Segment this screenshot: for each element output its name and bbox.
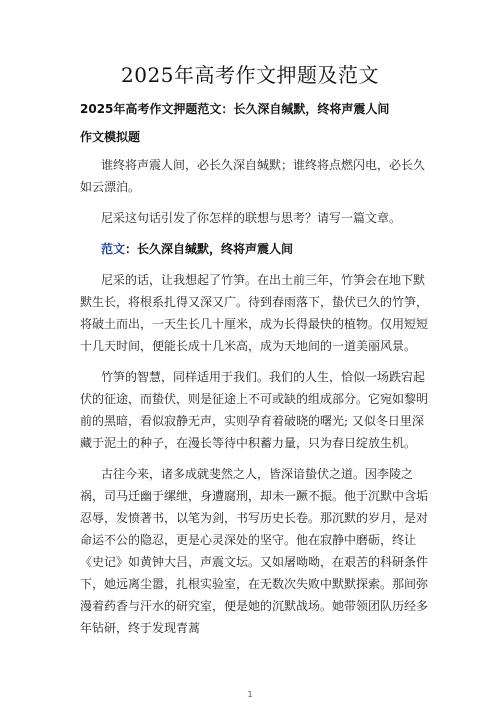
prompt-paragraph-1: 谁终将声震人间，必长久深自缄默；谁终将点燃闪电，必长久如云漂泊。 [80, 158, 426, 194]
section-heading: 作文模拟题 [80, 130, 141, 144]
essay-label-separator: ： [125, 242, 138, 256]
document-body [80, 98, 430, 639]
page-number: 1 [247, 690, 253, 699]
essay-title-line [80, 238, 430, 260]
prompt-paragraph-2: 尼采这句话引发了你怎样的联想与思考？请写一篇文章。 [101, 211, 402, 225]
document-title: 2025年高考作文押题及范文 [121, 63, 379, 87]
essay-title: 长久深自缄默，终将声震人间 [137, 242, 294, 256]
essay-paragraph-3: 古往今来，诸多成就斐然之人，皆深谙蛰伏之道。因李陵之祸，司马迁幽于缧绁，身遭腐刑，却未一蹶不振。他于沉默中含垢忍辱，发愤著书，以笔为剑，书写历史长卷。那沉默的岁月，是对命运不公的隐忍，更是心灵深处的坚守。他在寂静中磨砺，终让《史记》如黄钟大吕，声震文坛。又如屠呦呦，在艰苦的科研条件下，她远离尘嚣，扎根实验室，在无数次失败中默默探索。那间弥漫着药香与汗水的研究室，便是她的沉默战场。她带领团队历经多年钻研，终于发现青蒿 [80, 467, 429, 635]
essay-paragraph-1: 尼采的话，让我想起了竹笋。在出土前三年，竹笋会在地下默默生长，将根系扎得又深又广。待到春雨落下，蛰伏已久的竹笋，将破土而出，一天生长几十厘米，成为长得最快的植物。仅用短短十几天时间，便能长成十几米高，成为天地间的一道美丽风景。 [80, 273, 429, 353]
essay-label: 范文 [101, 242, 126, 256]
essay-subtitle: 2025年高考作文押题范文：长久深自缄默，终将声震人间 [80, 102, 390, 116]
essay-paragraph-2: 竹笋的智慧，同样适用于我们。我们的人生，恰似一场跌宕起伏的征途，而蛰伏，则是征途上不可或缺的组成部分。它宛如黎明前的黑暗，看似寂静无声，实则孕育着破晓的曙光; 又似冬日里深藏于泥土的种子，在漫长等待中积蓄力量，只为春日绽放生机。 [80, 370, 429, 450]
